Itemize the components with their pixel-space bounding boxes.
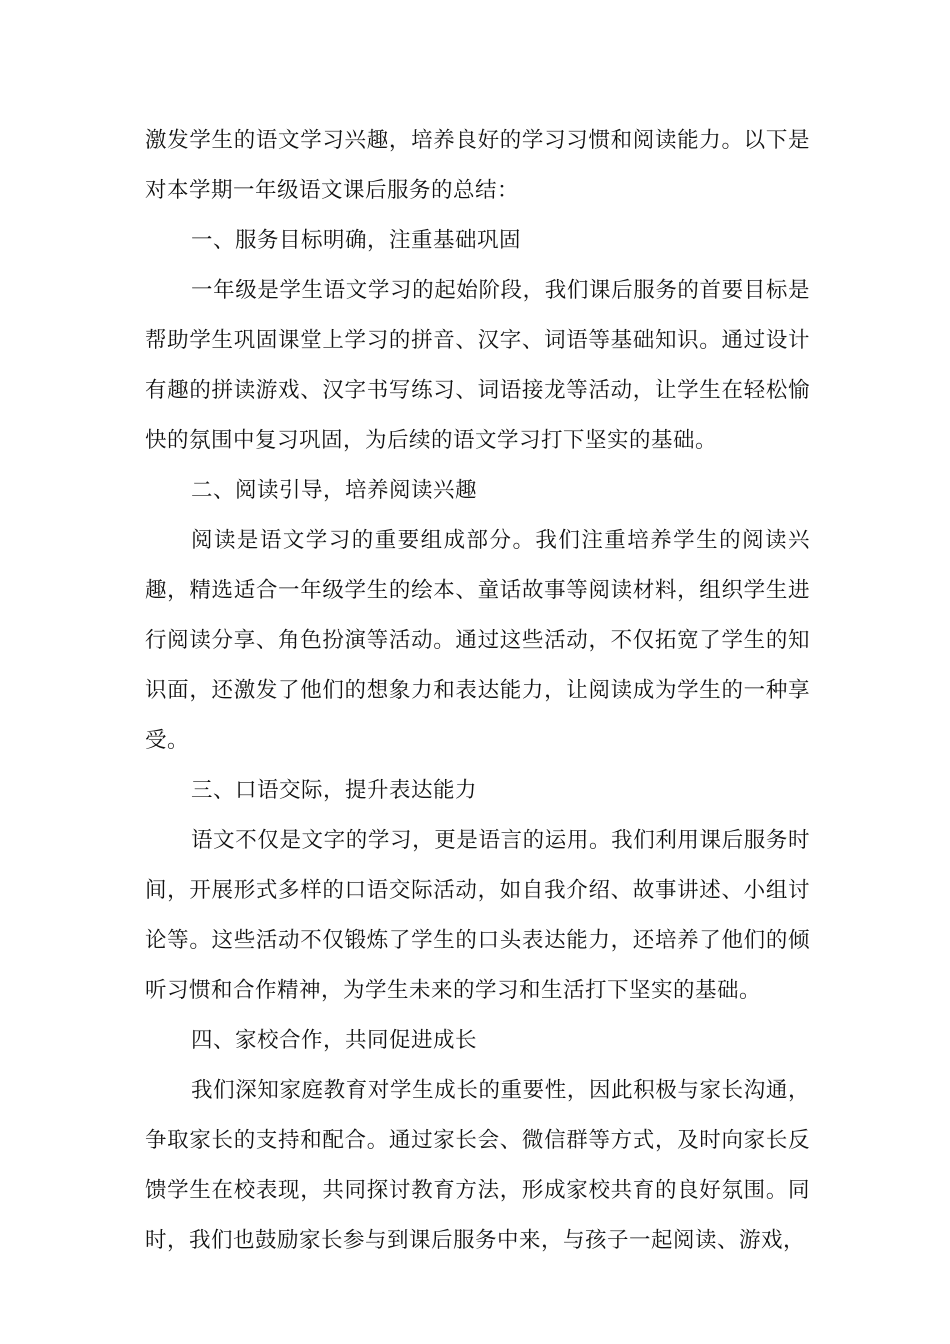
section-paragraph-2: 阅读是语文学习的重要组成部分。我们注重培养学生的阅读兴趣，精选适合一年级学生的绘本、童话故事等阅读材料，组织学生进行阅读分享、角色扮演等活动。通过这些活动，不仅拓宽了学生的知识面，还激发了他们的想象力和表达能力，让阅读成为学生的一种享受。 <box>145 528 810 753</box>
section-paragraph-3: 语文不仅是文字的学习，更是语言的运用。我们利用课后服务时间，开展形式多样的口语交际活动，如自我介绍、故事讲述、小组讨论等。这些活动不仅锻炼了学生的口头表达能力，还培养了他们的倾听习惯和合作精神，为学生未来的学习和生活打下坚实的基础。 <box>145 828 810 1003</box>
section-paragraph-1: 一年级是学生语文学习的起始阶段，我们课后服务的首要目标是帮助学生巩固课堂上学习的拼音、汉字、词语等基础知识。通过设计有趣的拼读游戏、汉字书写练习、词语接龙等活动，让学生在轻松愉快的氛围中复习巩固，为后续的语文学习打下坚实的基础。 <box>145 278 810 453</box>
intro-paragraph: 激发学生的语文学习兴趣，培养良好的学习习惯和阅读能力。以下是对本学期一年级语文课后服务的总结： <box>145 128 810 203</box>
section-heading-1: 一、服务目标明确，注重基础巩固 <box>191 228 522 253</box>
section-heading-4: 四、家校合作，共同促进成长 <box>191 1028 478 1053</box>
document-body <box>145 116 810 1266</box>
section-heading-2: 二、阅读引导，培养阅读兴趣 <box>191 478 478 503</box>
section-paragraph-4: 我们深知家庭教育对学生成长的重要性，因此积极与家长沟通，争取家长的支持和配合。通过家长会、微信群等方式，及时向家长反馈学生在校表现，共同探讨教育方法，形成家校共育的良好氛围。同时，我们也鼓励家长参与到课后服务中来，与孩子一起阅读、游戏， <box>145 1078 810 1253</box>
section-heading-3: 三、口语交际，提升表达能力 <box>191 778 478 803</box>
